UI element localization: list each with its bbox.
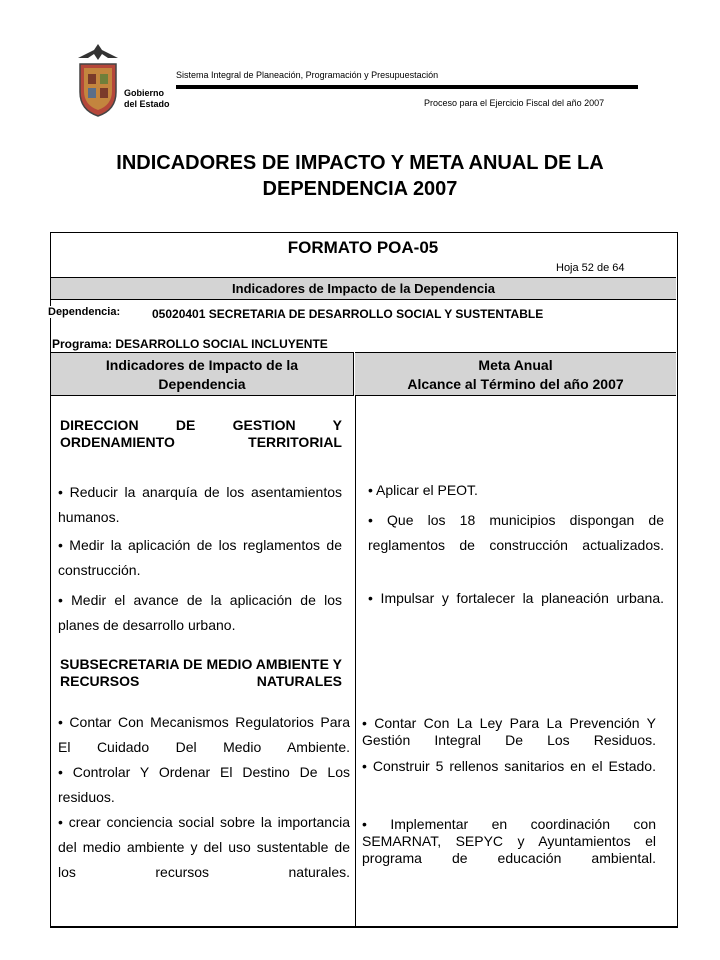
form-name: FORMATO POA-05 xyxy=(287,238,439,257)
goal-item: • Implementar en coordinación con SEMARNAT, SEPYC y Ayuntamientos el programa de educación ambiental. xyxy=(362,816,656,866)
column-header-indicators: Indicadores de Impacto de la Dependencia xyxy=(51,352,354,396)
goal-item: • Que los 18 municipios dispongan de reglamentos de construcción actualizados. xyxy=(368,512,664,553)
indicator-item: • Reducir la anarquía de los asentamientos humanos. xyxy=(58,484,342,525)
section-heading: DIRECCION DE GESTION Y ORDENAMIENTO TERRITORIAL xyxy=(60,417,342,450)
process-year: Proceso para el Ejercicio Fiscal del año 2007 xyxy=(424,98,605,108)
system-title: Sistema Integral de Planeación, Programación y Presupuestación xyxy=(176,70,439,80)
goal-item: • Contar Con La Ley Para La Prevención Y Gestión Integral De Los Residuos. xyxy=(362,715,656,748)
header-rule xyxy=(176,85,638,89)
page-title: INDICADORES DE IMPACTO Y META ANUAL DE LA DEPENDENCIA 2007 xyxy=(116,152,604,200)
indicator-item: • crear conciencia social sobre la importancia del medio ambiente y del uso sustentable de los recursos naturales. xyxy=(58,814,350,880)
government-label: Gobierno del Estado xyxy=(124,88,170,109)
section-band: Indicadores de Impacto de la Dependencia xyxy=(51,277,676,300)
indicator-item: • Medir la aplicación de los reglamentos de construcción. xyxy=(58,537,342,578)
indicator-item: • Medir el avance de la aplicación de los planes de desarrollo urbano. xyxy=(58,592,342,633)
section-heading: SUBSECRETARIA DE MEDIO AMBIENTE Y RECURSOS NATURALES xyxy=(60,656,342,689)
indicator-item: • Contar Con Mecanismos Regulatorios Para El Cuidado Del Medio Ambiente. xyxy=(58,714,350,755)
goal-item: • Construir 5 rellenos sanitarios en el Estado. xyxy=(362,758,656,774)
column-header-goals: Meta Anual Alcance al Término del año 2007 xyxy=(355,352,676,396)
indicator-item: • Controlar Y Ordenar El Destino De Los residuos. xyxy=(58,764,350,805)
state-seal-logo xyxy=(74,44,122,118)
form-frame-top xyxy=(50,232,678,233)
column-divider xyxy=(355,396,356,926)
dependencia-value: 05020401 SECRETARIA DE DESARROLLO SOCIAL Y SUSTENTABLE xyxy=(152,307,544,321)
sheet-number: Hoja 52 de 64 xyxy=(556,262,625,274)
goal-item: • Impulsar y fortalecer la planeación urbana. xyxy=(368,590,664,606)
programa-value: Programa: DESARROLLO SOCIAL INCLUYENTE xyxy=(52,337,328,351)
goal-item: • Aplicar el PEOT. xyxy=(368,482,478,498)
dependencia-label: Dependencia: xyxy=(48,306,121,318)
